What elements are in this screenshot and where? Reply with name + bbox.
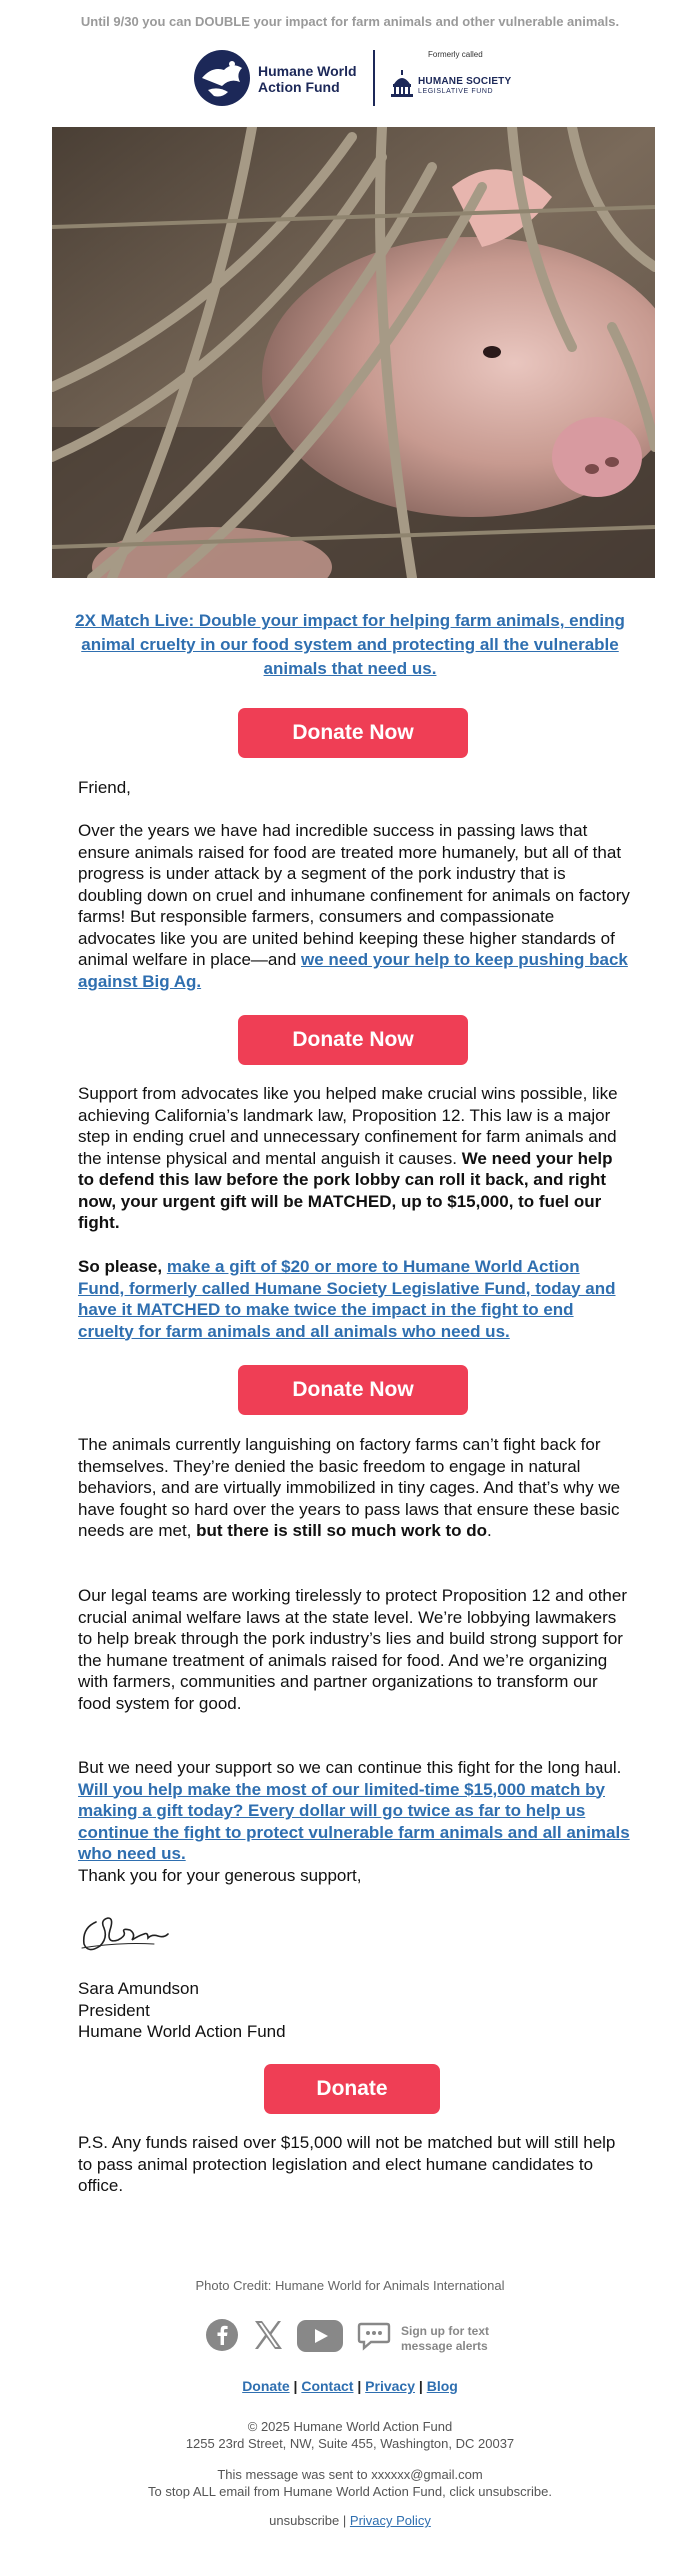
hs-line1: HUMANE SOCIETY: [418, 76, 512, 87]
p4-bold: but there is still so much work to do: [196, 1521, 488, 1540]
paragraph-3: [78, 1256, 630, 1342]
big-ag-link[interactable]: we need your help to keep pushing back against Big Ag.: [78, 950, 628, 991]
signer-org: Humane World Action Fund: [78, 2022, 286, 2041]
p4-end: .: [487, 1521, 492, 1540]
link-separator: |: [357, 2378, 362, 2394]
donate-now-button[interactable]: Donate Now: [238, 708, 468, 758]
p2-text: Support from advocates like you helped make crucial wins possible, like achieving California’s landmark law, Proposition 12. This law is a major step in ending cruel and unnecessary confinement for farm animals and the intense physical and mental anguish it causes.: [78, 1084, 618, 1168]
greeting: Friend,: [78, 778, 131, 797]
facebook-icon[interactable]: [205, 2318, 239, 2357]
footer-contact-link[interactable]: Contact: [301, 2378, 354, 2394]
paragraph-2: [78, 1083, 630, 1234]
photo-credit: Photo Credit: Humane World for Animals International: [195, 2278, 505, 2293]
donate-now-button[interactable]: Donate Now: [238, 1015, 468, 1065]
hw-line1: Humane World: [258, 63, 357, 79]
formerly-called-label: Formerly called: [428, 50, 483, 59]
sms-line2: message alerts: [401, 2339, 488, 2353]
hero-photo-pig-in-crate[interactable]: [52, 127, 655, 578]
capitol-dome-icon: [390, 70, 414, 98]
logo-divider: [373, 50, 375, 106]
footer-links: [0, 2378, 700, 2394]
globe-icon: [192, 48, 252, 108]
limited-time-match-link[interactable]: Will you help make the most of our limited-time $15,000 match by making a gift today? Every dollar will go twice as far to help us continue the fight to protect vulnerable farm animals and all animals who need us.: [78, 1779, 630, 1863]
privacy-policy-link[interactable]: Privacy Policy: [349, 2513, 431, 2528]
link-separator: |: [342, 2513, 347, 2528]
stop-email-notice: To stop ALL email from Humane World Action Fund, click unsubscribe.: [148, 2484, 552, 2499]
preheader-text: Until 9/30 you can DOUBLE your impact for farm animals and other vulnerable animals.: [80, 14, 620, 29]
footer-blog-link[interactable]: Blog: [426, 2378, 458, 2394]
hw-line2: Action Fund: [258, 79, 340, 95]
logo-bar: [0, 46, 700, 112]
signer-title: President: [78, 2000, 150, 2020]
humane-world-wordmark: [258, 63, 357, 95]
postscript: P.S. Any funds raised over $15,000 will not be matched but will still help to pass animal protection legislation and elect humane candidates to office.: [78, 2133, 616, 2195]
hs-line2: LEGISLATIVE FUND: [418, 88, 494, 95]
pig-photo: [52, 127, 655, 578]
donate-button[interactable]: Donate: [264, 2064, 440, 2114]
footer-donate-link[interactable]: Donate: [242, 2378, 290, 2394]
social-links: [205, 2318, 505, 2358]
p2-bold: We need your help to defend this law before the pork lobby can roll it back, and right now, your urgent gift will be MATCHED, up to $15,000, to fuel our fight.: [78, 1148, 613, 1232]
youtube-icon[interactable]: [297, 2320, 343, 2357]
footer-privacy-link[interactable]: Privacy: [365, 2378, 415, 2394]
humane-world-logo[interactable]: [192, 48, 362, 108]
gift-match-link[interactable]: make a gift of $20 or more to Humane World Action Fund, formerly called Humane Society Legislative Fund, today and have it MATCHED to make twice the impact in the fight to end cruelty for farm animals and all animals who need us.: [78, 1257, 616, 1341]
signature-image: [78, 1900, 178, 1965]
paragraph-4: [78, 1434, 630, 1542]
sms-chat-icon[interactable]: [357, 2320, 391, 2357]
link-separator: |: [418, 2378, 423, 2394]
copyright: © 2025 Humane World Action Fund: [247, 2419, 453, 2434]
link-separator: |: [293, 2378, 298, 2394]
signer-name: Sara Amundson: [78, 1979, 199, 1998]
sms-line1: Sign up for text: [401, 2324, 489, 2338]
footer-recipient-notice: [0, 2466, 700, 2500]
unsubscribe-link[interactable]: unsubscribe: [269, 2513, 340, 2528]
p6-text: But we need your support so we can continue this fight for the long haul.: [78, 1758, 622, 1777]
x-twitter-icon[interactable]: [251, 2318, 285, 2357]
sms-signup-link[interactable]: [401, 2324, 489, 2354]
paragraph-6: [78, 1757, 630, 1865]
footer-address: [0, 2418, 700, 2452]
donate-now-button[interactable]: Donate Now: [238, 1365, 468, 1415]
humane-society-logo: [390, 50, 530, 110]
footer-unsubscribe: [0, 2513, 700, 2528]
mailing-address: 1255 23rd Street, NW, Suite 455, Washington, DC 20037: [185, 2436, 515, 2451]
p3-bold: So please,: [78, 1257, 167, 1276]
handwritten-signature: [78, 1900, 178, 1960]
p4-text: The animals currently languishing on factory farms can’t fight back for themselves. They’re denied the basic freedom to engage in natural behaviors, and are virtually immobilized in tiny cages. And that’s why we have fought so hard over the years to pass laws that ensure these basic needs are met,: [78, 1435, 621, 1540]
closing: Thank you for your generous support,: [78, 1866, 362, 1885]
headline-link[interactable]: 2X Match Live: Double your impact for helping farm animals, ending animal cruelty in our food system and protecting all the vulnerable animals that need us.: [75, 611, 625, 678]
p1-text: Over the years we have had incredible success in passing laws that ensure animals raised for food are treated more humanely, but all of that progress is under attack by a segment of the pork industry that is doubling down on cruel and inhumane confinement for animals on factory farms! But responsible farmers, consumers and compassionate advocates like you are united behind keeping these higher standards of animal welfare in place—and: [78, 821, 630, 969]
signature-block: [78, 1978, 630, 2043]
paragraph-1: [78, 820, 630, 992]
sent-to-notice: This message was sent to xxxxxx@gmail.com: [217, 2467, 483, 2482]
paragraph-5: Our legal teams are working tirelessly to protect Proposition 12 and other crucial animal welfare laws at the state level. We’re lobbying lawmakers to help break through the pork industry’s lies and build strong support for the humane treatment of animals raised for food. And we’re organizing with farmers, communities and partner organizations to transform our food system for good.: [78, 1586, 627, 1713]
